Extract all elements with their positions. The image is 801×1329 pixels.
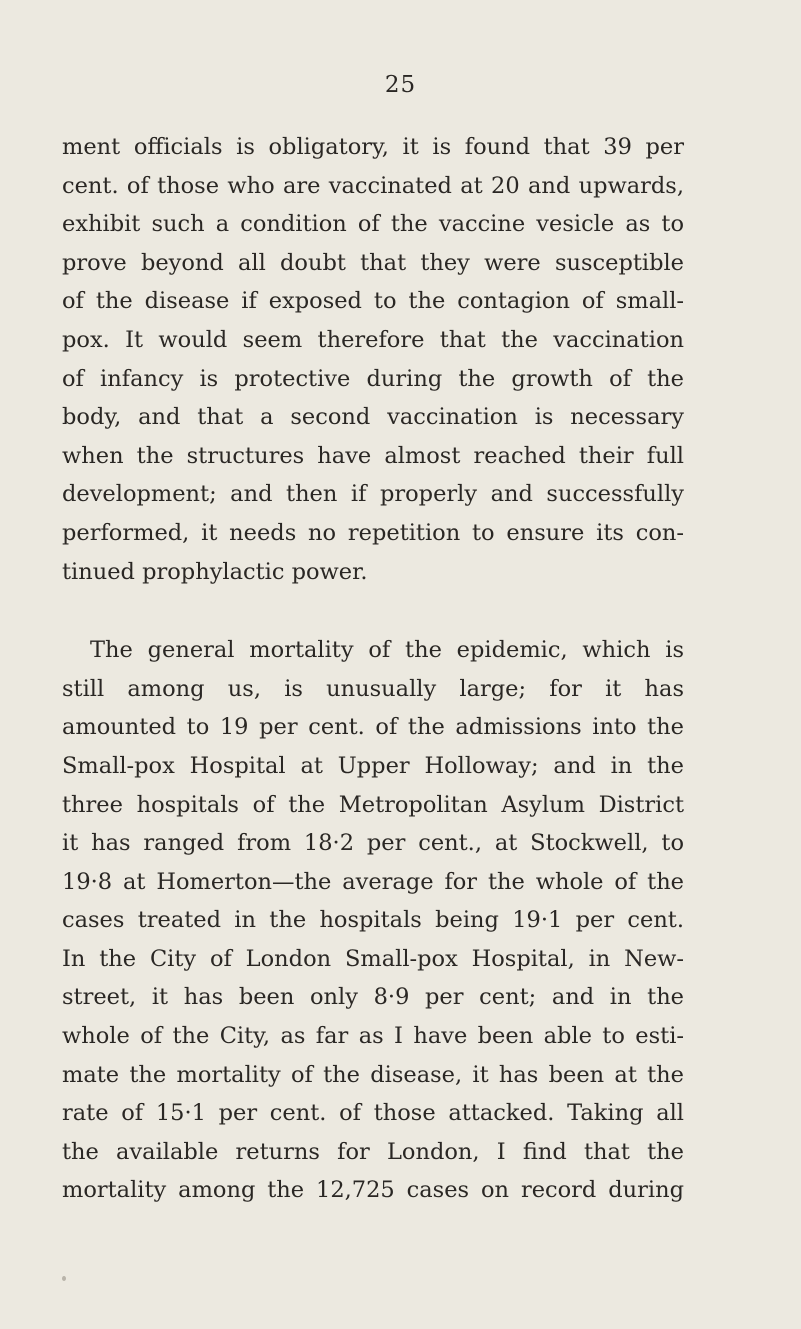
text-line: cases treated in the hospitals being 19·1 per cent. <box>62 907 684 934</box>
text-line: exhibit such a condition of the vaccine vesicle as to <box>62 211 684 238</box>
text-line: cent. of those who are vaccinated at 20 and upwards, <box>62 172 684 199</box>
text-line: of the disease if exposed to the contagion of small- <box>62 288 684 315</box>
text-line: tinued prophylactic power. <box>62 558 368 585</box>
page-number: 25 <box>384 72 417 98</box>
paper-speck <box>62 1276 66 1281</box>
text-line: body, and that a second vaccination is necessary <box>62 404 684 431</box>
text-line: whole of the City, as far as I have been able to esti- <box>62 1023 684 1050</box>
text-line: ment officials is obligatory, it is found that 39 per <box>62 134 684 160</box>
text-line: The general mortality of the epidemic, which is <box>90 637 684 664</box>
text-line: when the structures have almost reached their full <box>62 442 684 469</box>
text-line: mortality among the 12,725 cases on record during <box>62 1177 684 1204</box>
text-line: Small-pox Hospital at Upper Holloway; and in the <box>62 752 684 779</box>
body-text <box>62 128 684 1210</box>
text-line: development; and then if properly and successfully <box>62 481 684 508</box>
text-line: street, it has been only 8·9 per cent; and in the <box>62 984 684 1011</box>
text-line: In the City of London Small-pox Hospital, in New- <box>62 945 684 972</box>
text-line: three hospitals of the Metropolitan Asylum District <box>62 791 684 818</box>
text-line: the available returns for London, I find that the <box>62 1138 684 1165</box>
paragraph-vaccination <box>62 128 684 591</box>
text-line: still among us, is unusually large; for it has <box>62 675 684 702</box>
text-line: pox. It would seem therefore that the vaccination <box>62 326 684 353</box>
text-line: prove beyond all doubt that they were susceptible <box>62 249 684 276</box>
text-line: of infancy is protective during the growth of the <box>62 365 684 392</box>
text-line: amounted to 19 per cent. of the admissions into the <box>62 714 684 741</box>
text-line: it has ranged from 18·2 per cent., at Stockwell, to <box>62 830 684 857</box>
text-line: mate the mortality of the disease, it has been at the <box>62 1061 684 1088</box>
paragraph-mortality <box>62 631 684 1210</box>
text-line: 19·8 at Homerton—the average for the whole of the <box>62 868 684 895</box>
text-line: performed, it needs no repetition to ensure its con- <box>62 519 684 546</box>
text-line: rate of 15·1 per cent. of those attacked. Taking all <box>62 1100 684 1127</box>
